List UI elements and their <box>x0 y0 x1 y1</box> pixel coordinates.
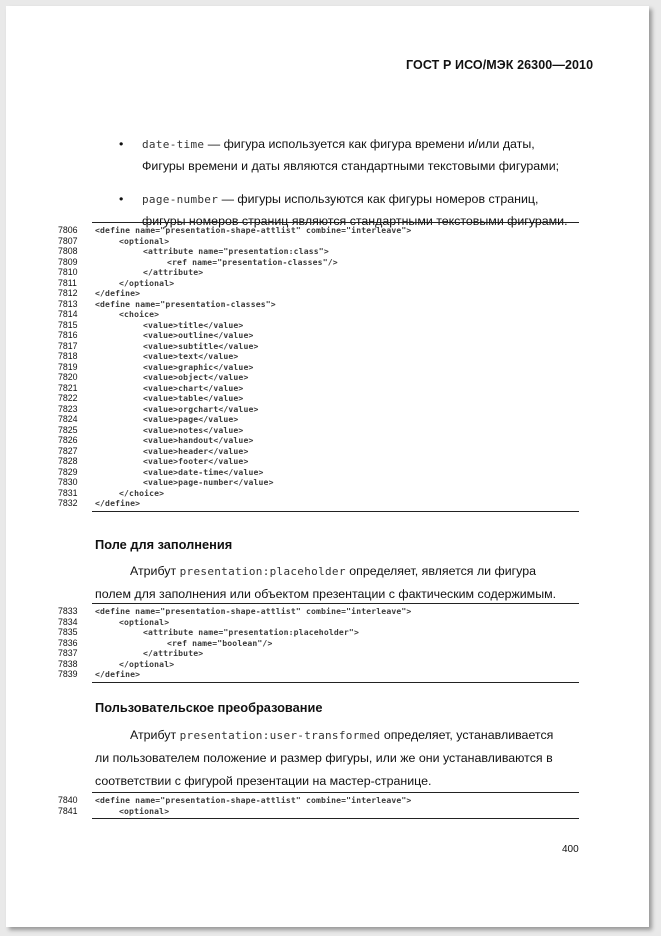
section-heading: Пользовательское преобразование <box>95 700 323 715</box>
document-page <box>6 6 649 927</box>
line-number: 7822 <box>58 393 78 403</box>
code-text: </define> <box>95 498 141 508</box>
line-number: 7814 <box>58 309 78 319</box>
code-text: </choice> <box>119 487 165 498</box>
paragraph-line <box>95 747 553 770</box>
code-text: <attribute name="presentation:placeholder"> <box>143 627 359 637</box>
code-text: <value>subtitle</value> <box>143 340 259 351</box>
code-text: <ref name="presentation-classes"/> <box>167 256 338 267</box>
code-text: <value>object</value> <box>143 372 249 382</box>
code-text: <value>chart</value> <box>143 382 244 393</box>
paragraph-text: Атрибут <box>130 564 180 578</box>
code-text: <value>outline</value> <box>143 330 254 340</box>
paragraph-line <box>95 770 431 793</box>
line-number: 7833 <box>58 606 78 616</box>
section-heading: Поле для заполнения <box>95 537 233 552</box>
line-number: 7832 <box>58 498 78 508</box>
code-rule-top <box>92 792 579 793</box>
code-text: <value>title</value> <box>143 319 244 330</box>
code-text: <value>page</value> <box>143 414 239 424</box>
code-rule-bottom <box>92 818 579 819</box>
line-number: 7816 <box>58 330 78 340</box>
attribute-name: presentation:user-transformed <box>179 729 381 742</box>
line-number: 7820 <box>58 372 78 382</box>
code-rule-bottom <box>92 511 579 512</box>
standard-header: ГОСТ Р ИСО/МЭК 26300—2010 <box>406 58 594 72</box>
code-text: </define> <box>95 669 141 679</box>
line-number: 7808 <box>58 246 78 256</box>
code-text: <define name="presentation-shape-attlist" combine="interleave"> <box>95 225 412 235</box>
line-number: 7828 <box>58 456 78 466</box>
bullet-text: — фигуры используются как фигуры номеров страниц, <box>218 192 539 206</box>
code-text: <optional> <box>119 805 170 816</box>
line-number: 7841 <box>58 805 78 816</box>
line-number: 7812 <box>58 288 78 298</box>
bullet-item <box>119 133 579 177</box>
code-text: <value>table</value> <box>143 393 244 403</box>
paragraph-text: Атрибут <box>130 728 180 742</box>
code-text: <value>graphic</value> <box>143 361 254 372</box>
code-text: </attribute> <box>143 648 204 658</box>
bullet-dot: • <box>119 192 124 206</box>
line-number: 7809 <box>58 256 78 267</box>
code-rule-bottom <box>92 682 579 683</box>
line-number: 7834 <box>58 616 78 627</box>
code-text: <value>header</value> <box>143 445 249 456</box>
code-text: <define name="presentation-shape-attlist" combine="interleave"> <box>95 606 412 616</box>
line-number: 7825 <box>58 424 78 435</box>
bullet-term: date-time <box>142 138 205 151</box>
code-text: <value>notes</value> <box>143 424 244 435</box>
code-text: <value>text</value> <box>143 351 239 361</box>
line-number: 7821 <box>58 382 78 393</box>
paragraph-line <box>130 560 536 583</box>
paragraph-text: соответствии с фигурой презентации на мастер-странице. <box>95 774 432 788</box>
line-number: 7823 <box>58 403 78 414</box>
line-number: 7829 <box>58 466 78 477</box>
code-rule-top <box>92 603 579 604</box>
bullet-line-2: Фигуры времени и даты являются стандартными текстовыми фигурами; <box>142 159 560 173</box>
line-number: 7807 <box>58 235 78 246</box>
line-number: 7838 <box>58 658 78 669</box>
paragraph-line <box>130 724 553 747</box>
line-number: 7817 <box>58 340 78 351</box>
code-text: <define name="presentation-shape-attlist" combine="interleave"> <box>95 795 412 805</box>
code-text: </optional> <box>119 277 175 288</box>
line-number: 7818 <box>58 351 78 361</box>
code-text: <value>orgchart</value> <box>143 403 259 414</box>
bullet-term: page-number <box>142 193 219 206</box>
section-paragraph <box>95 560 579 606</box>
line-number: 7824 <box>58 414 78 424</box>
paragraph-text: определяет, является ли фигура <box>345 564 537 578</box>
code-text: <value>footer</value> <box>143 456 249 466</box>
bullet-line-2: фигуры номеров страниц являются стандартными текстовыми фигурами. <box>142 214 568 228</box>
line-number: 7819 <box>58 361 78 372</box>
bullet-line <box>142 133 535 156</box>
code-text: <choice> <box>119 309 160 319</box>
code-text: <value>page-number</value> <box>143 477 274 487</box>
line-number: 7813 <box>58 298 78 309</box>
section-paragraph <box>95 724 579 793</box>
bullet-text: — фигура используется как фигура времени и/или даты, <box>204 137 535 151</box>
line-number: 7811 <box>58 277 77 288</box>
line-number: 7840 <box>58 795 78 805</box>
code-text: </attribute> <box>143 267 204 277</box>
line-number: 7827 <box>58 445 78 456</box>
code-text: </define> <box>95 288 141 298</box>
line-number: 7806 <box>58 225 78 235</box>
paragraph-text: ли пользователем положение и размер фигуры, или же они устанавливаются в <box>95 751 553 765</box>
line-number: 7826 <box>58 435 78 445</box>
line-number: 7835 <box>58 627 78 637</box>
line-number: 7831 <box>58 487 78 498</box>
line-number: 7837 <box>58 648 78 658</box>
code-text: <optional> <box>119 616 170 627</box>
line-number: 7830 <box>58 477 78 487</box>
bullet-dot: • <box>119 137 124 151</box>
bullet-line <box>142 188 538 211</box>
paragraph-text: определяет, устанавливается <box>380 728 554 742</box>
code-text: <optional> <box>119 235 170 246</box>
code-text: <value>date-time</value> <box>143 466 264 477</box>
code-text: </optional> <box>119 658 175 669</box>
paragraph-text: полем для заполнения или объектом презентации с фактическим содержимым. <box>95 587 557 601</box>
line-number: 7810 <box>58 267 78 277</box>
code-text: <ref name="boolean"/> <box>167 637 273 648</box>
line-number: 7815 <box>58 319 78 330</box>
line-number: 7839 <box>58 669 78 679</box>
page-number: 400 <box>562 844 579 855</box>
code-text: <attribute name="presentation:class"> <box>143 246 329 256</box>
attribute-name: presentation:placeholder <box>179 565 346 578</box>
line-number: 7836 <box>58 637 78 648</box>
code-text: <value>handout</value> <box>143 435 254 445</box>
code-text: <define name="presentation-classes"> <box>95 298 276 309</box>
code-rule-top <box>92 222 579 223</box>
